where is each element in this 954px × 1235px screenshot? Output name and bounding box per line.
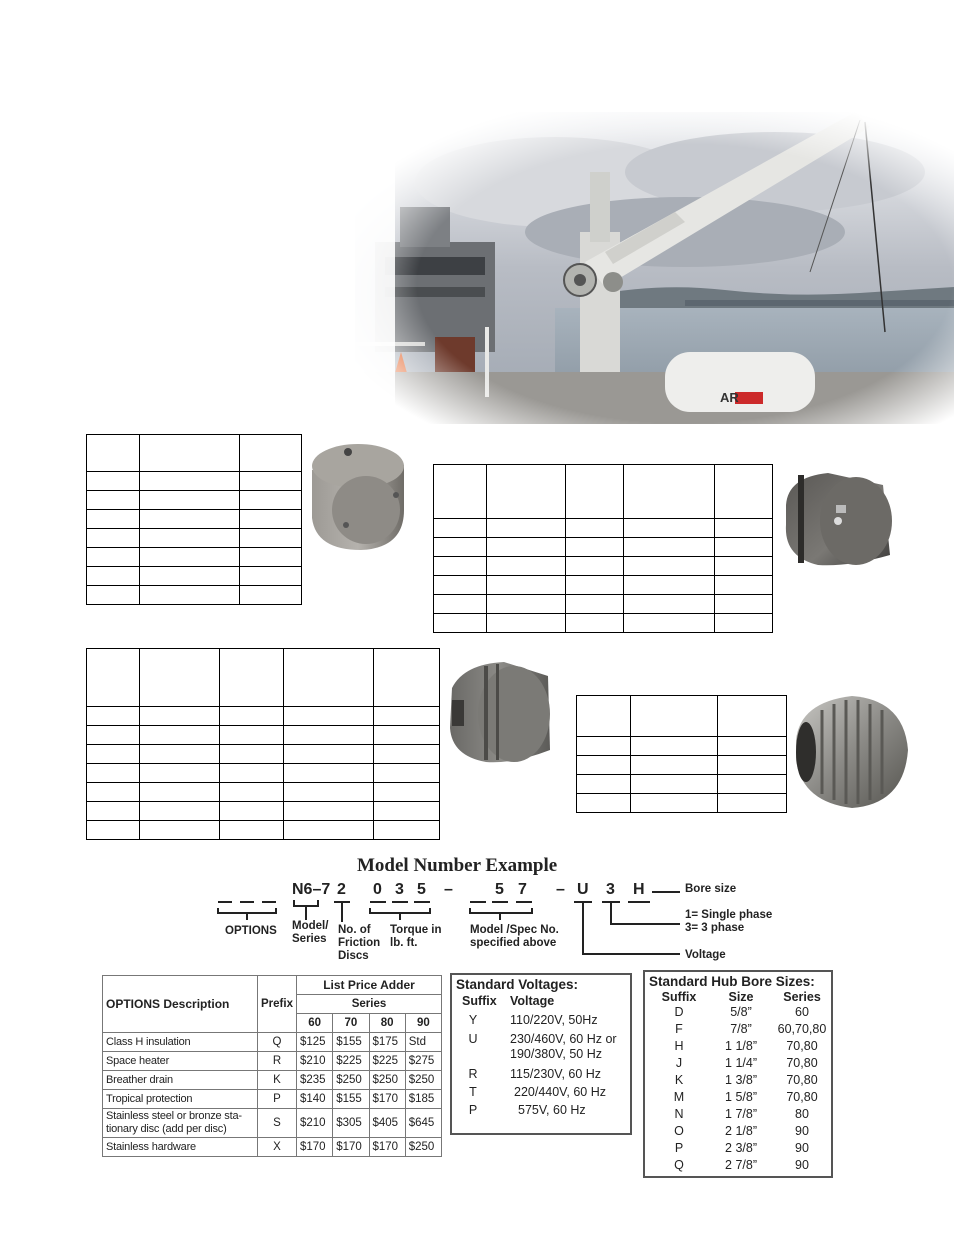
code-dash-2: –: [556, 881, 565, 898]
bore-series: 60: [795, 1005, 809, 1019]
list-item: [456, 1103, 630, 1117]
bores-title: Standard Hub Bore Sizes:: [649, 974, 815, 989]
table-row: [103, 1071, 442, 1090]
option-desc: Stainless steel or bronze sta- tionary disc (add per disc): [103, 1109, 258, 1138]
brake-motor-image-3: [444, 658, 554, 768]
voltage-value: 230/460V, 60 Hz or 190/380V, 50 Hz: [510, 1032, 617, 1061]
spec-table-1: [86, 434, 302, 605]
label-bore-size: Bore size: [685, 883, 737, 895]
option-price: $170: [369, 1090, 405, 1109]
bores-col-suffix: Suffix: [661, 990, 697, 1004]
option-price: $210: [297, 1052, 333, 1071]
bore-size: 2 1/8”: [725, 1124, 757, 1138]
voltage-suffix: Y: [468, 1013, 478, 1027]
option-price: $250: [405, 1138, 441, 1157]
code-dash-1: –: [444, 881, 453, 898]
spec-table-3: [86, 648, 440, 840]
bore-size: 1 1/4”: [725, 1056, 757, 1070]
option-price: $170: [369, 1138, 405, 1157]
option-desc: Tropical protection: [103, 1090, 258, 1109]
voltage-suffix: R: [468, 1067, 478, 1081]
bore-size: 2 3/8”: [725, 1141, 757, 1155]
option-prefix: S: [258, 1109, 297, 1138]
code-torque-1: 0: [373, 881, 382, 898]
list-item: [649, 1123, 831, 1140]
label-torque: Torque in lb. ft.: [390, 924, 442, 949]
code-spec-1: 5: [495, 881, 504, 898]
bore-size: 1 1/8”: [725, 1039, 757, 1053]
bore-series: 70,80: [786, 1039, 818, 1053]
bore-suffix: N: [674, 1107, 684, 1121]
list-item: [649, 1021, 831, 1038]
table-row: [103, 1052, 442, 1071]
list-item: [649, 1004, 831, 1021]
code-phase: 3: [606, 881, 615, 898]
bore-suffix: Q: [674, 1158, 684, 1172]
bores-col-series: Series: [783, 990, 821, 1004]
option-price: $250: [369, 1071, 405, 1090]
list-item: [649, 1089, 831, 1106]
list-item: [649, 1106, 831, 1123]
options-table: [102, 975, 442, 1157]
option-price: $140: [297, 1090, 333, 1109]
option-desc: Breather drain: [103, 1071, 258, 1090]
option-desc: Stainless hardware: [103, 1138, 258, 1157]
table-row: [103, 1033, 442, 1052]
option-price: $645: [405, 1109, 441, 1138]
option-price: $210: [297, 1109, 333, 1138]
option-price: $225: [333, 1052, 369, 1071]
series-col: 70: [333, 1014, 369, 1033]
brake-motor-image-1: [306, 440, 408, 555]
bore-suffix: M: [673, 1090, 685, 1104]
bore-size: 5/8”: [730, 1005, 752, 1019]
spec-table-2: [433, 464, 773, 633]
bore-series: 70,80: [786, 1073, 818, 1087]
label-spec-no: Model /Spec No. specified above: [470, 924, 559, 949]
option-price: $170: [297, 1138, 333, 1157]
bore-suffix: K: [674, 1073, 684, 1087]
list-item: [649, 1072, 831, 1089]
option-price: $225: [369, 1052, 405, 1071]
option-prefix: P: [258, 1090, 297, 1109]
bore-suffix: O: [674, 1124, 684, 1138]
bore-size: 1 5/8”: [725, 1090, 757, 1104]
bore-series: 90: [795, 1124, 809, 1138]
bore-suffix: F: [675, 1022, 683, 1036]
list-item: [456, 1032, 630, 1062]
label-voltage: Voltage: [685, 949, 726, 961]
list-item: [456, 1085, 630, 1099]
hub-bore-sizes-box: [643, 970, 833, 1178]
model-number-diagram: [210, 880, 773, 970]
list-item: [456, 1067, 630, 1081]
code-torque-3: 5: [417, 881, 426, 898]
spec-table-4: [576, 695, 787, 813]
voltage-suffix: P: [468, 1103, 478, 1117]
bore-size: 1 3/8”: [725, 1073, 757, 1087]
option-price: $170: [333, 1138, 369, 1157]
list-item: [456, 1013, 630, 1027]
code-spec-2: 7: [518, 881, 527, 898]
bore-size: 1 7/8”: [725, 1107, 757, 1121]
voltages-col-suffix: Suffix: [462, 994, 497, 1008]
option-prefix: Q: [258, 1033, 297, 1052]
bore-suffix: P: [674, 1141, 684, 1155]
standard-voltages-box: [450, 973, 632, 1135]
option-price: $250: [333, 1071, 369, 1090]
brake-motor-image-4: [792, 690, 910, 812]
option-price: $155: [333, 1033, 369, 1052]
bore-series: 60,70,80: [777, 1022, 827, 1036]
label-friction-discs: No. of Friction Discs: [338, 924, 381, 962]
bore-size: 2 7/8”: [725, 1158, 757, 1172]
table-row: [103, 1109, 442, 1138]
bore-series: 80: [795, 1107, 809, 1121]
series-col: 60: [297, 1014, 333, 1033]
voltage-suffix: T: [469, 1085, 477, 1099]
code-bore: H: [633, 881, 645, 898]
bore-series: 90: [795, 1141, 809, 1155]
bores-col-size: Size: [728, 990, 754, 1004]
code-torque-2: 3: [395, 881, 404, 898]
voltages-col-voltage: Voltage: [510, 994, 555, 1008]
option-price: $305: [333, 1109, 369, 1138]
series-col: 80: [369, 1014, 405, 1033]
option-price: $275: [405, 1052, 441, 1071]
voltage-value: 575V, 60 Hz: [518, 1103, 586, 1117]
voltage-value: 110/220V, 50Hz: [510, 1013, 598, 1027]
voltages-title: Standard Voltages:: [456, 977, 579, 992]
table-row: [103, 1090, 442, 1109]
bore-suffix: H: [674, 1039, 684, 1053]
list-item: [649, 1140, 831, 1157]
series-col: 90: [405, 1014, 441, 1033]
option-prefix: R: [258, 1052, 297, 1071]
table-row: [103, 1138, 442, 1157]
option-price: $250: [405, 1071, 441, 1090]
option-price: $155: [333, 1090, 369, 1109]
voltage-value: 220/440V, 60 Hz: [514, 1085, 606, 1099]
list-item: [649, 1038, 831, 1055]
list-item: [649, 1157, 831, 1174]
option-desc: Class H insulation: [103, 1033, 258, 1052]
brake-motor-image-2: [778, 465, 900, 570]
options-header-series: Series: [297, 995, 442, 1014]
bore-series: 70,80: [786, 1090, 818, 1104]
bore-series: 70,80: [786, 1056, 818, 1070]
option-prefix: X: [258, 1138, 297, 1157]
option-desc: Space heater: [103, 1052, 258, 1071]
crane-photo: [355, 112, 954, 424]
label-model-series: Model/ Series: [292, 920, 329, 945]
option-price: $125: [297, 1033, 333, 1052]
option-price: $405: [369, 1109, 405, 1138]
option-price: $175: [369, 1033, 405, 1052]
bore-suffix: J: [675, 1056, 683, 1070]
code-series: N6–7: [292, 881, 331, 898]
bore-suffix: D: [674, 1005, 684, 1019]
label-options: OPTIONS: [225, 925, 277, 937]
code-voltage: U: [577, 881, 589, 898]
options-header-desc: OPTIONS Description: [103, 976, 258, 1033]
voltage-suffix: U: [468, 1032, 478, 1046]
voltage-value: 115/230V, 60 Hz: [510, 1067, 602, 1081]
list-item: [649, 1055, 831, 1072]
options-header-prefix: Prefix: [258, 976, 297, 1033]
option-price: $185: [405, 1090, 441, 1109]
option-price: Std: [405, 1033, 441, 1052]
option-prefix: K: [258, 1071, 297, 1090]
label-phase: 1= Single phase 3= 3 phase: [685, 909, 773, 934]
options-header-adder: List Price Adder: [297, 976, 442, 995]
bore-size: 7/8”: [730, 1022, 752, 1036]
model-number-example-title: Model Number Example: [357, 855, 558, 876]
option-price: $235: [297, 1071, 333, 1090]
code-discs: 2: [337, 881, 346, 898]
bore-series: 90: [795, 1158, 809, 1172]
